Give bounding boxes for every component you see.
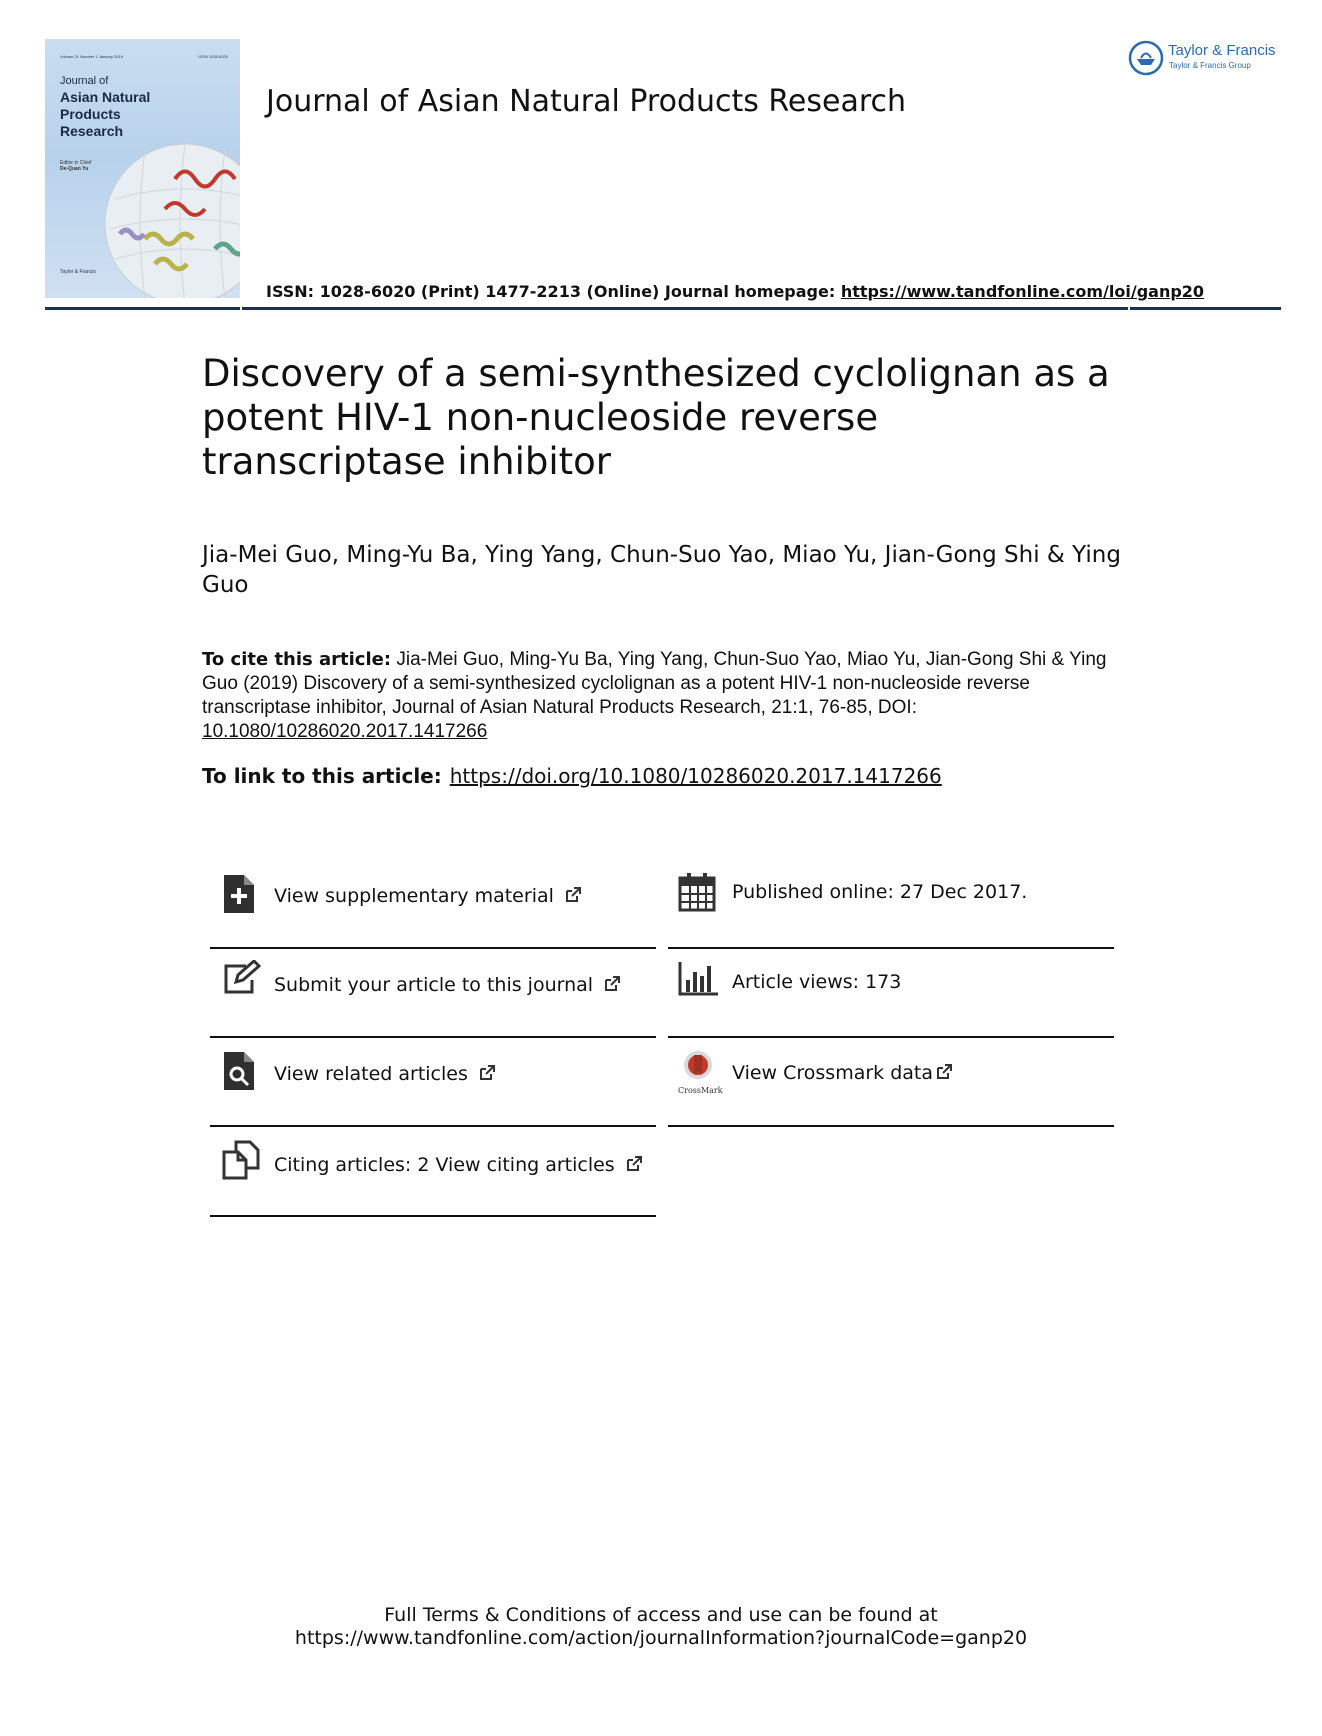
cite-text: Jia-Mei Guo, Ming-Yu Ba, Ying Yang, Chun-Suo Yao, Miao Yu, Jian-Gong Shi & Ying Guo (2019) Discovery of a semi-synthesized cyclolignan as a potent HIV-1 non-nucleoside reverse transcriptase inhibitor, Journal of Asian Natural Products Research, 21:1, 76-85, DOI: bbox=[202, 649, 1107, 718]
published-date: Published online: 27 Dec 2017. bbox=[732, 881, 1028, 903]
citation-block bbox=[202, 648, 1132, 744]
edit-icon bbox=[222, 960, 262, 996]
cover-volume-line: Volume 21 Number 1 January 2019 bbox=[60, 54, 123, 59]
submit-article-item[interactable] bbox=[210, 958, 650, 1010]
divider bbox=[210, 1125, 656, 1127]
citing-label: Citing articles: 2 View citing articles bbox=[274, 1154, 615, 1176]
citing-articles-item[interactable] bbox=[210, 1138, 650, 1190]
published-item bbox=[668, 870, 1108, 922]
divider bbox=[668, 1036, 1114, 1038]
submit-label: Submit your article to this journal bbox=[274, 974, 594, 996]
cite-label: To cite this article: bbox=[202, 649, 392, 670]
copy-icon bbox=[222, 1140, 262, 1180]
publisher-group: Taylor & Francis Group bbox=[1169, 61, 1251, 70]
link-line bbox=[202, 764, 1132, 788]
cover-publisher: Taylor & Francis bbox=[60, 269, 96, 275]
external-link-icon bbox=[478, 1064, 496, 1082]
journal-title: Journal of Asian Natural Products Research bbox=[266, 84, 907, 119]
divider bbox=[668, 947, 1114, 949]
divider bbox=[668, 1125, 1114, 1127]
supplementary-item[interactable] bbox=[210, 870, 650, 922]
article-views: Article views: 173 bbox=[732, 971, 902, 993]
footer-terms-link[interactable]: https://www.tandfonline.com/action/journalInformation?journalCode=ganp20 bbox=[294, 1627, 1028, 1649]
divider bbox=[210, 1036, 656, 1038]
journal-cover-image bbox=[45, 39, 240, 298]
cover-title-main: Asian Natural Products Research bbox=[60, 89, 151, 139]
external-link-icon bbox=[935, 1063, 953, 1081]
issn-text: ISSN: 1028-6020 (Print) 1477-2213 (Online) Journal homepage: bbox=[266, 282, 841, 301]
crossmark-caption: CrossMark bbox=[678, 1086, 723, 1095]
calendar-icon bbox=[678, 872, 716, 912]
cover-editor-label: Editor in Chief bbox=[60, 160, 92, 166]
protein-globe-illustration bbox=[105, 139, 240, 298]
related-articles-item[interactable] bbox=[210, 1048, 650, 1100]
related-label: View related articles bbox=[274, 1063, 468, 1085]
journal-homepage-link[interactable]: https://www.tandfonline.com/loi/ganp20 bbox=[840, 282, 1205, 301]
crossmark-label: View Crossmark data bbox=[732, 1062, 934, 1084]
taylor-francis-logo-icon bbox=[1128, 40, 1164, 76]
supplementary-label: View supplementary material bbox=[274, 885, 554, 907]
crossmark-item[interactable] bbox=[668, 1048, 1108, 1100]
article-authors: Jia-Mei Guo, Ming-Yu Ba, Ying Yang, Chun-Suo Yao, Miao Yu, Jian-Gong Shi & Ying Guo bbox=[202, 542, 1121, 598]
link-label: To link to this article: bbox=[202, 764, 442, 788]
cover-editor-name: De-Quan Yu bbox=[60, 166, 89, 172]
search-document-icon bbox=[222, 1050, 256, 1092]
article-views-item bbox=[668, 958, 1108, 1010]
issn-line bbox=[266, 282, 1204, 301]
external-link-icon bbox=[625, 1155, 643, 1173]
header-divider-gap bbox=[1128, 307, 1130, 310]
publisher-name: Taylor & Francis bbox=[1168, 42, 1276, 59]
bar-chart-icon bbox=[678, 960, 720, 996]
cover-editor bbox=[60, 160, 91, 172]
cover-title-top: Journal of bbox=[60, 75, 109, 87]
divider bbox=[210, 947, 656, 949]
article-title: Discovery of a semi-synthesized cyclolignan as a potent HIV-1 non-nucleoside reverse transcriptase inhibitor bbox=[202, 352, 1110, 483]
header-divider bbox=[45, 307, 1281, 310]
footer bbox=[0, 1604, 1322, 1650]
crossmark-icon bbox=[678, 1050, 718, 1086]
cover-issn: ISSN 1028-6020 bbox=[198, 54, 228, 59]
divider bbox=[210, 1215, 656, 1217]
cite-doi-link[interactable]: 10.1080/10286020.2017.1417266 bbox=[202, 721, 488, 742]
header-divider-gap bbox=[240, 307, 242, 310]
doi-link[interactable]: https://doi.org/10.1080/10286020.2017.1417266 bbox=[449, 764, 942, 788]
file-plus-icon bbox=[222, 873, 256, 915]
footer-line-1: Full Terms & Conditions of access and use can be found at bbox=[384, 1604, 938, 1626]
external-link-icon bbox=[603, 975, 621, 993]
external-link-icon bbox=[564, 886, 582, 904]
